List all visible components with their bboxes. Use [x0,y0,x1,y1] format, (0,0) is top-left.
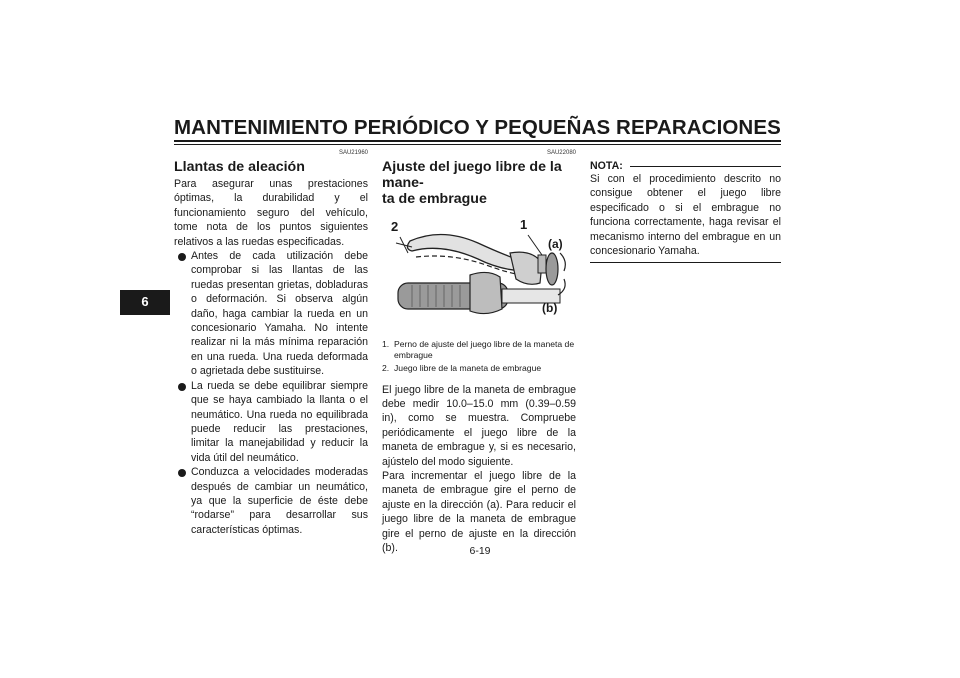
section-heading [382,159,576,207]
page-header-title: MANTENIMIENTO PERIÓDICO Y PEQUEÑAS REPARACIONES [174,116,781,139]
caption-item [382,339,576,361]
switch-housing [470,272,502,313]
bullet-icon [178,469,186,477]
bullet-text: Antes de cada utilización debe comprobar si las llantas de las ruedas presentan grietas, dobladuras o deformación. Si observa algún daño, haga cambiar la rueda en un concesionario Yamaha. No intente realizar ni la más mínima reparación en una rueda. Una rueda deformada o agrietada debe sustituirse. [191,250,368,378]
header-rule-thick [174,140,781,142]
bullet-icon [178,253,186,261]
heading-line-2: ta de embrague [382,191,487,207]
header-rule-thin [174,144,781,145]
bullet-item [174,379,368,465]
chapter-number: 6 [141,294,149,309]
page-number: 6-19 [469,545,491,557]
bullet-text: Conduzca a velocidades moderadas después de cambiar un neumático, ya que la superficie de éste debe “rodarse” para desarrollar sus características óptimas. [191,466,368,536]
nota-header [590,156,781,170]
figure-label-b: (b) [542,301,558,315]
right-column [590,156,781,263]
paragraph-adjust: Para incrementar el juego libre de la maneta de embrague gire el perno de ajuste en la dirección (a). Para reducir el juego libre de la maneta de embrague gire el perno de ajuste en la dirección (b). [382,470,576,555]
figure-label-1: 1 [520,217,528,232]
paragraph-free-play: El juego libre de la maneta de embrague debe medir 10.0–15.0 mm (0.39–0.59 in), como se muestra. Compruebe periódicamente el juego libre de la maneta de embrague y, si es necesario, ajústelo del modo siguiente. [382,383,576,468]
lever-perch [510,252,542,284]
caption-item [382,363,576,374]
caption-text: Juego libre de la maneta de embrague [394,363,542,374]
caption-number: 1. [382,339,390,349]
body-text [382,383,576,556]
section-heading: Llantas de aleación [174,159,305,175]
caption-number: 2. [382,363,390,374]
adjuster-bolt [538,255,546,273]
figure-label-2: 2 [391,219,399,234]
bullet-item [174,465,368,537]
nota-text: Si con el procedimiento descrito no consigue obtener el juego libre especificado o si el embrague no funciona correctamente, haga revisar el mecanismo interno del embrague en un concesionario Yamaha. [590,173,781,258]
section-code: SAU21960 [338,150,368,156]
figure-label-a: (a) [548,237,563,251]
section-code: SAU22080 [546,150,576,156]
adjuster-wheel [546,253,558,285]
bullet-item [174,249,368,379]
intro-paragraph: Para asegurar unas prestaciones óptimas, la durabilidad y el funcionamiento seguro del vehículo, tome nota de los puntos siguientes relativos a las ruedas especificadas. [174,178,368,248]
caption-text: Perno de ajuste del juego libre de la maneta de embrague [394,339,575,361]
nota-rule-top [630,166,781,167]
middle-column [382,150,576,555]
leader-line-1 [528,235,542,255]
body-text [174,177,368,537]
left-column [174,150,368,537]
nota-rule-bottom [590,262,781,263]
figure-captions [382,339,576,375]
bullet-icon [178,383,186,391]
bullet-text: La rueda se debe equilibrar siempre que se haya cambiado la llanta o el neumático. Una rueda no equilibrada puede reducir las prestaciones, limitar la manejabilidad y reducir la vida útil del neumático. [191,379,368,464]
clutch-lever-figure [382,213,576,331]
nota-label: NOTA: [590,160,623,172]
heading-line-1: Ajuste del juego libre de la mane- [382,159,562,191]
direction-arrow-a [560,253,565,271]
